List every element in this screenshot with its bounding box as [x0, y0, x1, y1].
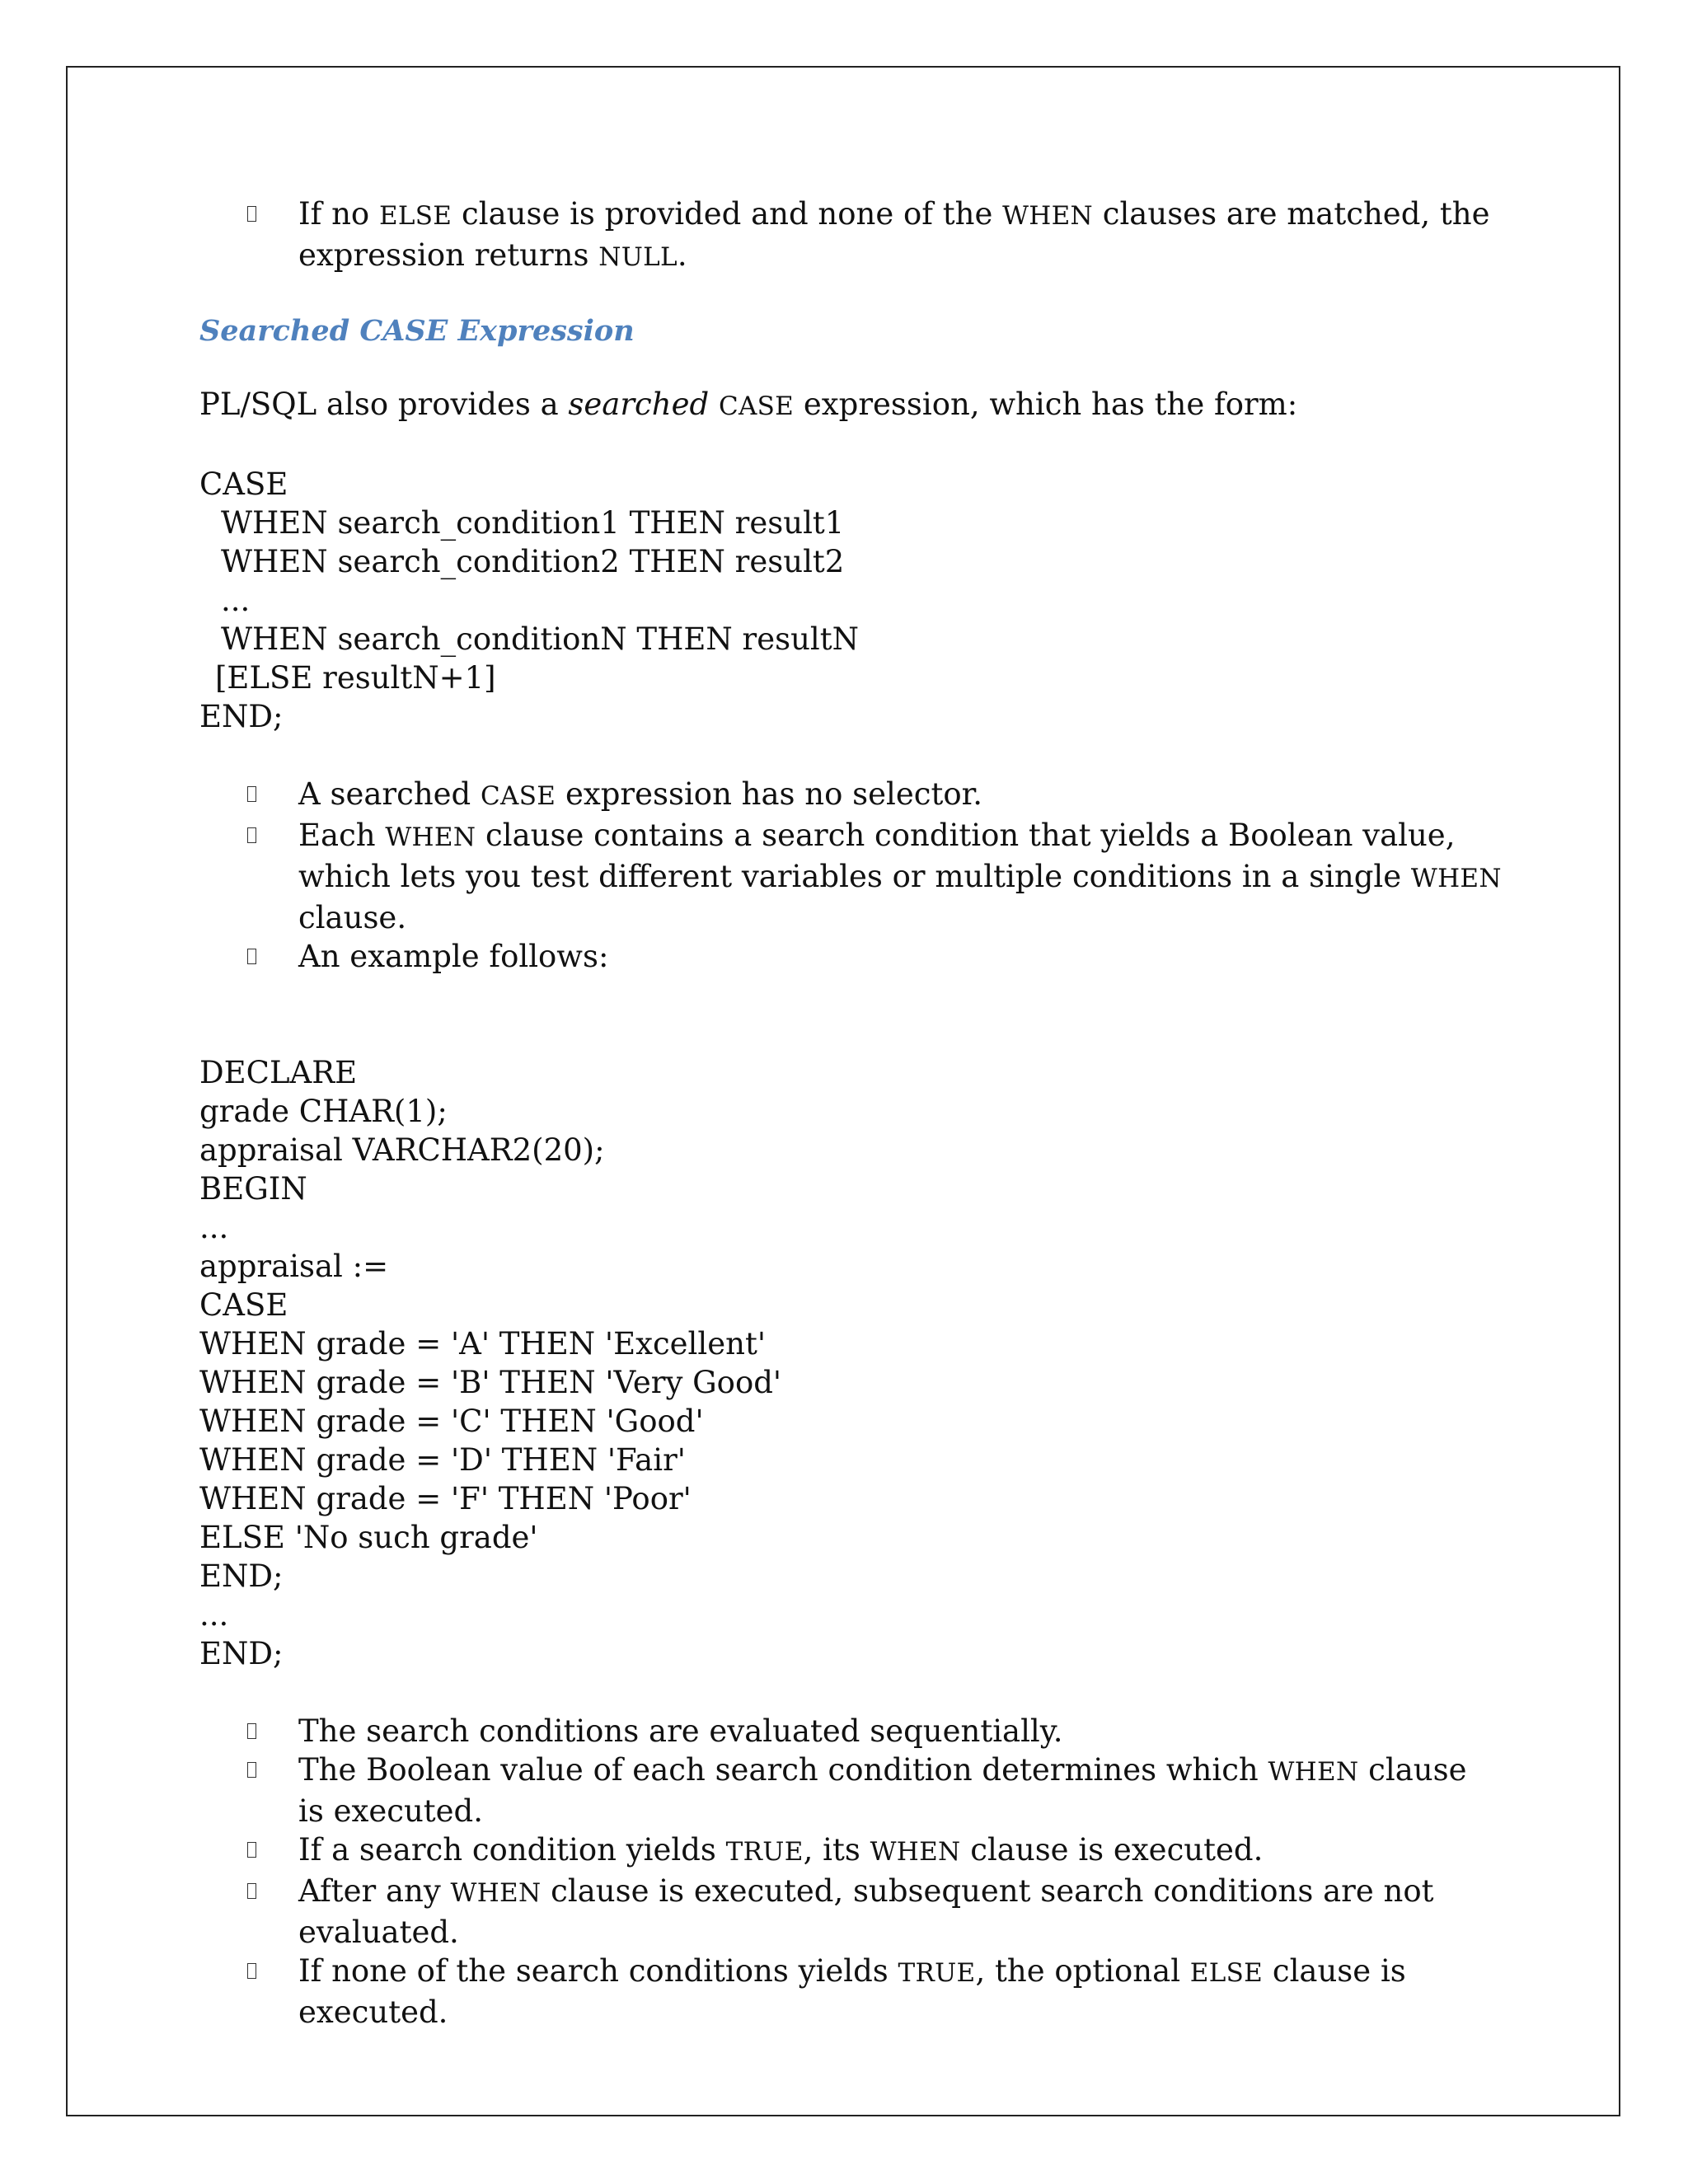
bullet-text: clause is executed.	[298, 1953, 1406, 2030]
inline-code: TRUE	[725, 1837, 804, 1867]
example-code-line: ...	[199, 1210, 229, 1245]
bullet-text: If none of the search conditions yields	[298, 1953, 898, 1989]
bullet-item	[199, 1872, 1502, 1952]
bullet-item	[199, 194, 1502, 277]
intro-emphasis: searched	[568, 387, 710, 422]
bullet-item	[199, 775, 1502, 816]
bullet-list-evaluation-rules	[199, 1712, 1502, 2032]
example-code-line: DECLARE	[199, 1055, 358, 1090]
example-code-line: END;	[199, 1558, 284, 1594]
bullet-box-icon	[247, 1842, 256, 1858]
inline-code: WHEN	[385, 823, 476, 852]
syntax-code-block	[199, 465, 1502, 736]
bullet-text: .	[677, 237, 687, 273]
inline-code: ELSE	[378, 201, 452, 231]
spacer	[199, 976, 1502, 1015]
inline-code: WHEN	[450, 1878, 542, 1908]
bullet-text: clause is executed, subsequent search conditions are not evaluated.	[298, 1873, 1434, 1950]
example-code-block	[199, 1053, 1502, 1673]
bullet-text: clause is executed.	[298, 1752, 1467, 1829]
inline-code: WHEN	[1268, 1757, 1359, 1787]
intro-text-5: expression, which has the form:	[794, 387, 1298, 422]
bullet-text: clause.	[298, 900, 407, 935]
bullet-box-icon	[247, 827, 256, 843]
bullet-item	[199, 1830, 1502, 1872]
syntax-line: WHEN search_conditionN THEN resultN	[221, 621, 859, 657]
bullet-text: clauses are matched, the expression returns	[298, 196, 1490, 273]
example-code-line: WHEN grade = 'D' THEN 'Fair'	[199, 1442, 686, 1478]
bullet-text: , its	[803, 1832, 870, 1868]
syntax-line: WHEN search_condition2 THEN result2	[221, 544, 845, 579]
example-code-line: appraisal :=	[199, 1249, 389, 1284]
inline-code: WHEN	[1410, 864, 1502, 893]
bullet-box-icon	[247, 949, 256, 964]
example-code-line: WHEN grade = 'B' THEN 'Very Good'	[199, 1365, 782, 1400]
syntax-line: ...	[221, 583, 251, 618]
bullet-box-icon	[247, 1963, 256, 1979]
example-code-line: WHEN grade = 'A' THEN 'Excellent'	[199, 1326, 766, 1361]
syntax-line: WHEN search_condition1 THEN result1	[221, 505, 845, 541]
example-code-line: CASE	[199, 1287, 288, 1323]
bullet-list-searched-case	[199, 775, 1502, 976]
example-code-line: appraisal VARCHAR2(20);	[199, 1132, 605, 1168]
bullet-text: clause contains a search condition that yields a Boolean value, which lets you test different variables or multiple conditions in a single	[298, 818, 1456, 894]
bullet-box-icon	[247, 1883, 256, 1899]
inline-code: ELSE	[1189, 1958, 1264, 1988]
bullet-text: Each	[298, 818, 386, 853]
bullet-box-icon	[247, 1762, 256, 1778]
bullet-text: A searched	[298, 776, 481, 812]
example-code-line: WHEN grade = 'F' THEN 'Poor'	[199, 1481, 692, 1516]
inline-code: CASE	[481, 781, 556, 811]
example-code-line: WHEN grade = 'C' THEN 'Good'	[199, 1404, 704, 1439]
bullet-box-icon	[247, 1723, 256, 1739]
intro-text-3	[709, 387, 719, 422]
syntax-line: END;	[199, 699, 284, 734]
bullet-item	[199, 816, 1502, 937]
bullet-text: If a search condition yields	[298, 1832, 726, 1868]
bullet-text: The search conditions are evaluated sequentially.	[298, 1713, 1063, 1749]
syntax-line: CASE	[199, 466, 288, 502]
bullet-text: expression has no selector.	[556, 776, 983, 812]
bullet-text: An example follows:	[298, 939, 609, 974]
bullet-item	[199, 1952, 1502, 2032]
document-content	[199, 194, 1502, 2032]
example-code-line: ELSE 'No such grade'	[199, 1520, 538, 1555]
intro-code-case: CASE	[718, 391, 795, 421]
inline-code: TRUE	[898, 1958, 976, 1988]
inline-code: WHEN	[870, 1837, 961, 1867]
example-code-line: grade CHAR(1);	[199, 1094, 448, 1129]
bullet-item	[199, 1712, 1502, 1750]
bullet-list-null-note	[199, 194, 1502, 277]
intro-text-1: PL/SQL also provides a	[199, 387, 569, 422]
bullet-text: clause is provided and none of the	[452, 196, 1003, 232]
example-code-line: ...	[199, 1597, 229, 1633]
inline-code: WHEN	[1002, 201, 1093, 231]
bullet-item	[199, 937, 1502, 976]
intro-paragraph	[199, 385, 1502, 426]
bullet-item	[199, 1750, 1502, 1830]
bullet-text: , the optional	[975, 1953, 1190, 1989]
bullet-box-icon	[247, 786, 256, 802]
inline-code: NULL	[598, 242, 678, 272]
example-code-line: END;	[199, 1636, 284, 1671]
syntax-line: [ELSE resultN+1]	[215, 660, 496, 696]
section-heading: Searched CASE Expression	[199, 314, 635, 348]
spacer	[199, 1015, 1502, 1053]
bullet-text: If no	[298, 196, 379, 232]
bullet-text: clause is executed.	[960, 1832, 1264, 1868]
bullet-box-icon	[247, 206, 256, 222]
bullet-text: The Boolean value of each search condition determines which	[298, 1752, 1268, 1788]
bullet-text: After any	[298, 1873, 451, 1909]
example-code-line: BEGIN	[199, 1171, 307, 1207]
